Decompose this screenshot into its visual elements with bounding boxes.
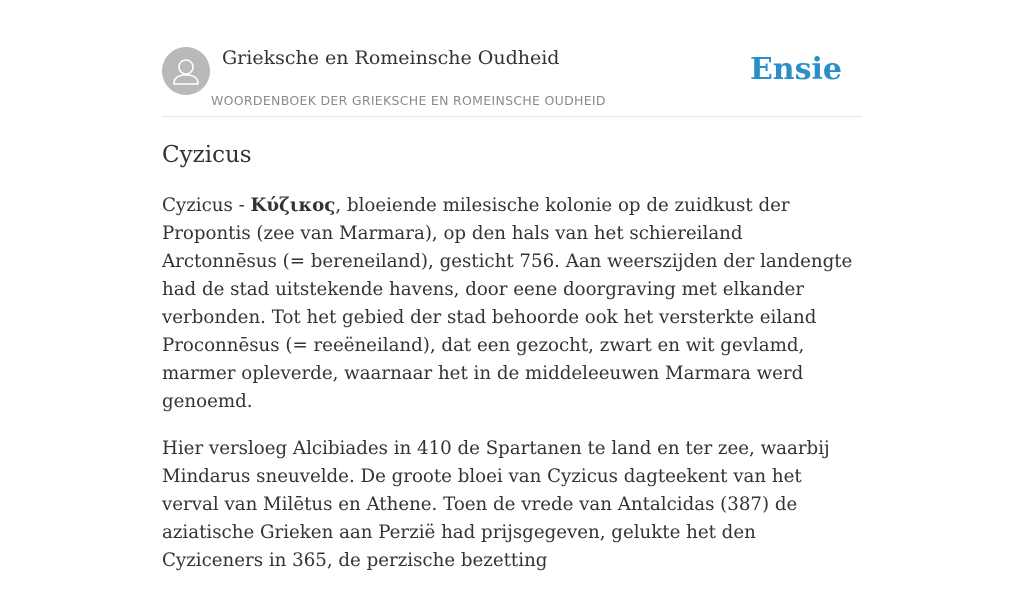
greek-term: Κύζικος	[250, 195, 336, 216]
page	[162, 0, 862, 571]
entry-term: Cyzicus -	[162, 195, 251, 216]
paragraph-2: Hier versloeg Alcibiades in 410 de Spartanen te land en ter zee, waarbij Mindarus sneuvelde. De groote bloei van Cyzicus dagteekent van het verval van Milētus en Athene. Toen de vrede van Antalcidas (387) de aziatische Grieken aan Perzië had prijsgegeven, gelukte het den Cyziceners in 365, de perzische bezetting	[162, 438, 830, 571]
paragraph-1-text: , bloeiende milesische kolonie op de zuidkust der Propontis (zee van Marmara), op den hals van het schiereiland Arctonnēsus (= bereneiland), gesticht 756. Aan weerszijden der landengte had de stad uitstekende havens, door eene doorgraving met elkander verbonden. Tot het gebied der stad behoorde ook het versterkte eiland Proconnēsus (= reeëneiland), dat een gezocht, zwart en wit gevlamd, marmer opleverde, waarnaar het in de middeleeuwen Marmara werd genoemd.	[162, 195, 853, 412]
site-subtitle: WOORDENBOEK DER GRIEKSCHE EN ROMEINSCHE OUDHEID	[211, 93, 606, 108]
header	[162, 0, 862, 117]
site-title[interactable]: Grieksche en Romeinsche Oudheid	[222, 47, 560, 69]
ensie-logo[interactable]: Ensie	[749, 52, 842, 87]
user-icon	[162, 47, 210, 95]
paragraph-1	[162, 192, 862, 416]
avatar[interactable]	[162, 47, 210, 95]
entry-title: Cyzicus	[162, 142, 252, 168]
entry-body	[162, 192, 862, 594]
